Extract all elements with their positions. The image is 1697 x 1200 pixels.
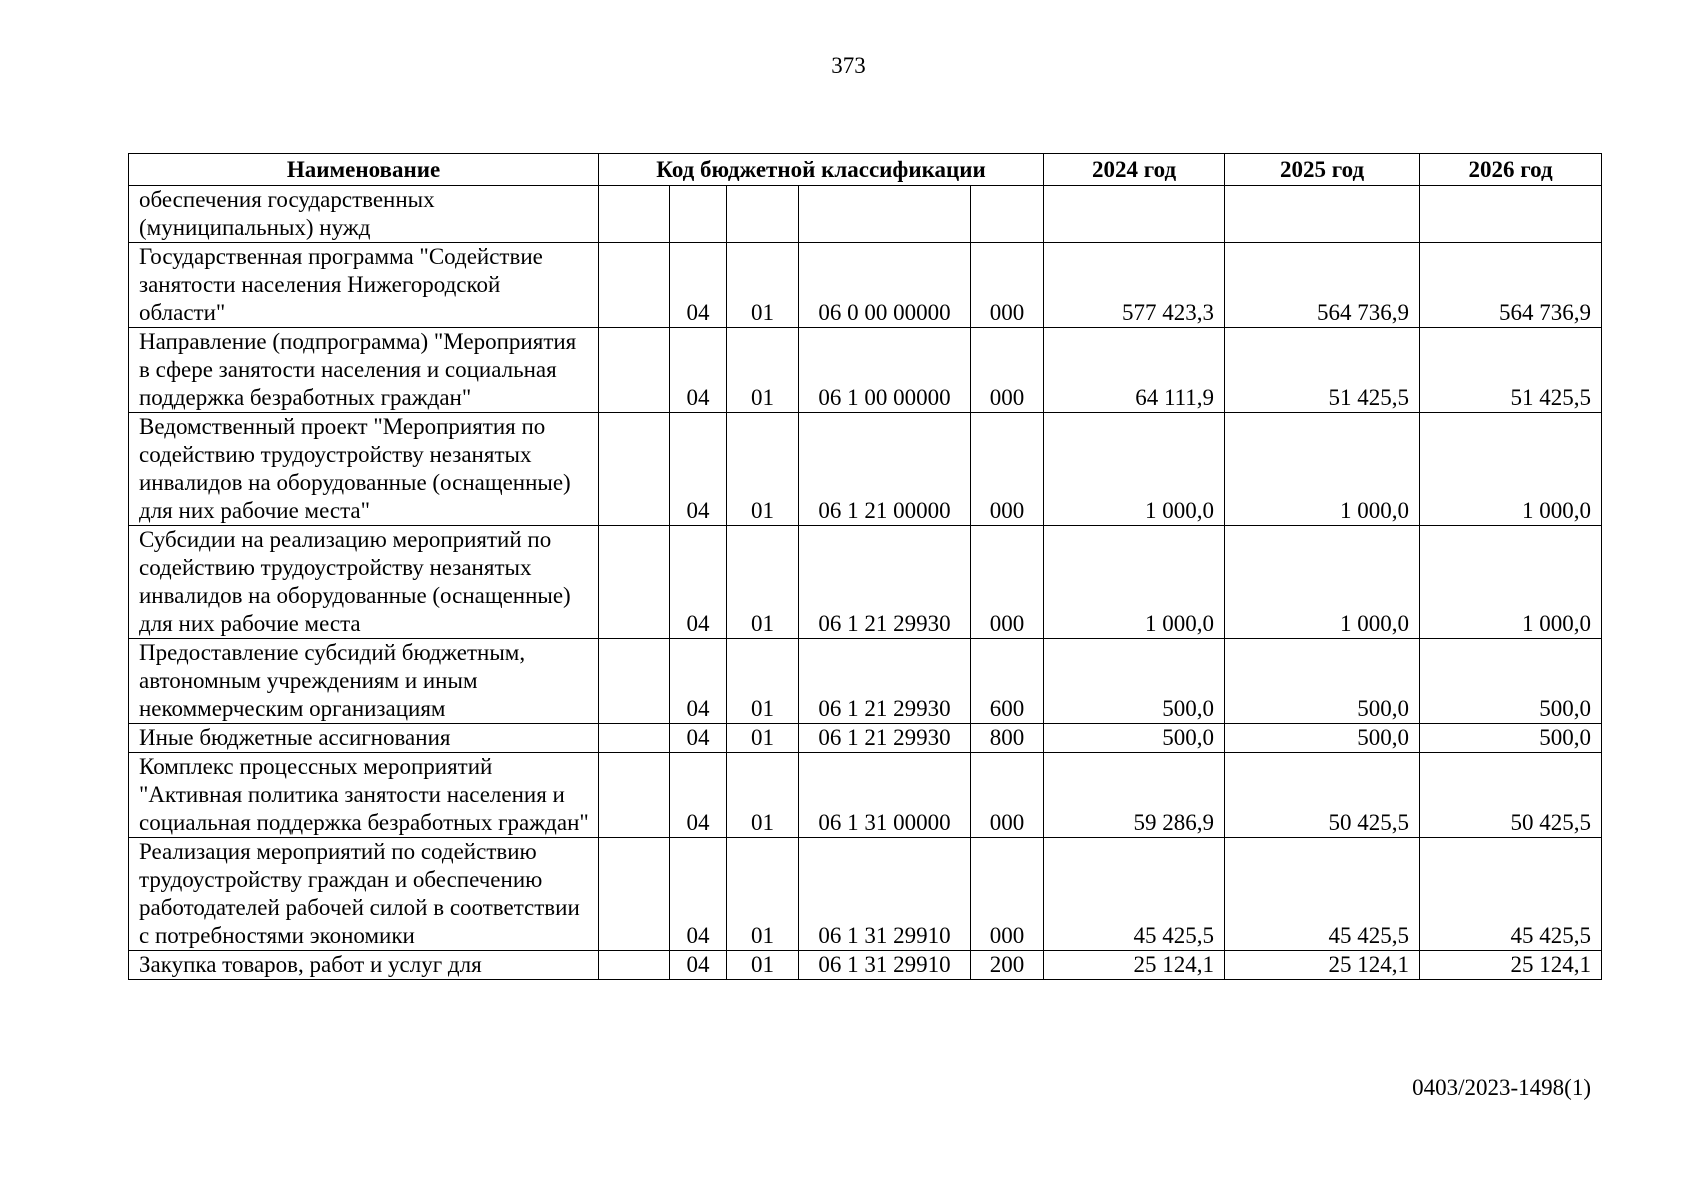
amount-2026: 50 425,5 [1420, 753, 1602, 838]
code-subsection [727, 186, 799, 243]
code-target [799, 186, 971, 243]
code-ministry: 04 [670, 328, 727, 413]
table-row [129, 243, 1602, 328]
code-section [599, 413, 670, 526]
amount-2025: 25 124,1 [1225, 951, 1420, 980]
row-name: Государственная программа "Содействие занятости населения Нижегородской области" [129, 243, 599, 328]
code-expense-type: 000 [971, 838, 1044, 951]
code-expense-type: 000 [971, 526, 1044, 639]
amount-2026: 500,0 [1420, 724, 1602, 753]
document-id: 0403/2023-1498(1) [1412, 1075, 1591, 1100]
table-row [129, 526, 1602, 639]
code-expense-type [971, 186, 1044, 243]
table-row [129, 413, 1602, 526]
code-section [599, 243, 670, 328]
amount-2024 [1044, 186, 1225, 243]
code-subsection: 01 [727, 526, 799, 639]
amount-2026: 51 425,5 [1420, 328, 1602, 413]
budget-table [128, 153, 1602, 980]
code-subsection: 01 [727, 951, 799, 980]
code-section [599, 951, 670, 980]
code-target: 06 1 21 29930 [799, 724, 971, 753]
table-row [129, 724, 1602, 753]
amount-2025: 45 425,5 [1225, 838, 1420, 951]
code-ministry: 04 [670, 951, 727, 980]
table-row [129, 838, 1602, 951]
code-target: 06 0 00 00000 [799, 243, 971, 328]
code-section [599, 838, 670, 951]
header-name: Наименование [129, 154, 599, 186]
amount-2024: 500,0 [1044, 639, 1225, 724]
amount-2026: 25 124,1 [1420, 951, 1602, 980]
amount-2025 [1225, 186, 1420, 243]
amount-2025: 1 000,0 [1225, 413, 1420, 526]
code-ministry: 04 [670, 413, 727, 526]
code-ministry [670, 186, 727, 243]
row-name: Закупка товаров, работ и услуг для [129, 951, 599, 980]
code-target: 06 1 21 29930 [799, 639, 971, 724]
code-target: 06 1 21 29930 [799, 526, 971, 639]
row-name: Комплекс процессных мероприятий "Активная политика занятости населения и социальная поддержка безработных граждан" [129, 753, 599, 838]
code-ministry: 04 [670, 243, 727, 328]
amount-2026 [1420, 186, 1602, 243]
row-name: Предоставление субсидий бюджетным, автономным учреждениям и иным некоммерческим организациям [129, 639, 599, 724]
code-expense-type: 000 [971, 243, 1044, 328]
row-name: Реализация мероприятий по содействию трудоустройству граждан и обеспечению работодателей рабочей силой в соответствии с потребностями экономики [129, 838, 599, 951]
amount-2024: 25 124,1 [1044, 951, 1225, 980]
code-subsection: 01 [727, 753, 799, 838]
code-ministry: 04 [670, 526, 727, 639]
amount-2026: 1 000,0 [1420, 413, 1602, 526]
row-name: Направление (подпрограмма) "Мероприятия в сфере занятости населения и социальная поддержка безработных граждан" [129, 328, 599, 413]
amount-2025: 500,0 [1225, 639, 1420, 724]
code-expense-type: 000 [971, 413, 1044, 526]
amount-2025: 564 736,9 [1225, 243, 1420, 328]
amount-2024: 45 425,5 [1044, 838, 1225, 951]
code-expense-type: 600 [971, 639, 1044, 724]
code-section [599, 526, 670, 639]
code-ministry: 04 [670, 838, 727, 951]
code-target: 06 1 31 29910 [799, 951, 971, 980]
table-row [129, 639, 1602, 724]
code-target: 06 1 31 00000 [799, 753, 971, 838]
amount-2026: 1 000,0 [1420, 526, 1602, 639]
header-code: Код бюджетной классификации [599, 154, 1044, 186]
amount-2025: 1 000,0 [1225, 526, 1420, 639]
table-row [129, 753, 1602, 838]
code-section [599, 753, 670, 838]
code-expense-type: 000 [971, 328, 1044, 413]
code-section [599, 186, 670, 243]
table-row [129, 328, 1602, 413]
table-header-row [129, 154, 1602, 186]
amount-2026: 564 736,9 [1420, 243, 1602, 328]
row-name: Субсидии на реализацию мероприятий по содействию трудоустройству незанятых инвалидов на оборудованные (оснащенные) для них рабочие места [129, 526, 599, 639]
header-2026: 2026 год [1420, 154, 1602, 186]
code-subsection: 01 [727, 243, 799, 328]
amount-2026: 500,0 [1420, 639, 1602, 724]
code-target: 06 1 00 00000 [799, 328, 971, 413]
amount-2024: 64 111,9 [1044, 328, 1225, 413]
row-name: обеспечения государственных (муниципальных) нужд [129, 186, 599, 243]
amount-2025: 51 425,5 [1225, 328, 1420, 413]
code-target: 06 1 31 29910 [799, 838, 971, 951]
table-row [129, 951, 1602, 980]
header-2025: 2025 год [1225, 154, 1420, 186]
code-subsection: 01 [727, 328, 799, 413]
row-name: Ведомственный проект "Мероприятия по содействию трудоустройству незанятых инвалидов на оборудованные (оснащенные) для них рабочие места" [129, 413, 599, 526]
code-subsection: 01 [727, 413, 799, 526]
code-section [599, 639, 670, 724]
amount-2024: 500,0 [1044, 724, 1225, 753]
amount-2024: 1 000,0 [1044, 526, 1225, 639]
amount-2024: 1 000,0 [1044, 413, 1225, 526]
code-ministry: 04 [670, 639, 727, 724]
code-expense-type: 000 [971, 753, 1044, 838]
row-name: Иные бюджетные ассигнования [129, 724, 599, 753]
amount-2024: 577 423,3 [1044, 243, 1225, 328]
code-section [599, 328, 670, 413]
amount-2025: 50 425,5 [1225, 753, 1420, 838]
amount-2024: 59 286,9 [1044, 753, 1225, 838]
code-subsection: 01 [727, 639, 799, 724]
header-2024: 2024 год [1044, 154, 1225, 186]
table-row [129, 186, 1602, 243]
table-body [129, 186, 1602, 980]
code-target: 06 1 21 00000 [799, 413, 971, 526]
code-ministry: 04 [670, 724, 727, 753]
code-expense-type: 200 [971, 951, 1044, 980]
code-subsection: 01 [727, 838, 799, 951]
code-section [599, 724, 670, 753]
page-number: 373 [831, 53, 866, 78]
code-expense-type: 800 [971, 724, 1044, 753]
code-subsection: 01 [727, 724, 799, 753]
amount-2025: 500,0 [1225, 724, 1420, 753]
amount-2026: 45 425,5 [1420, 838, 1602, 951]
code-ministry: 04 [670, 753, 727, 838]
